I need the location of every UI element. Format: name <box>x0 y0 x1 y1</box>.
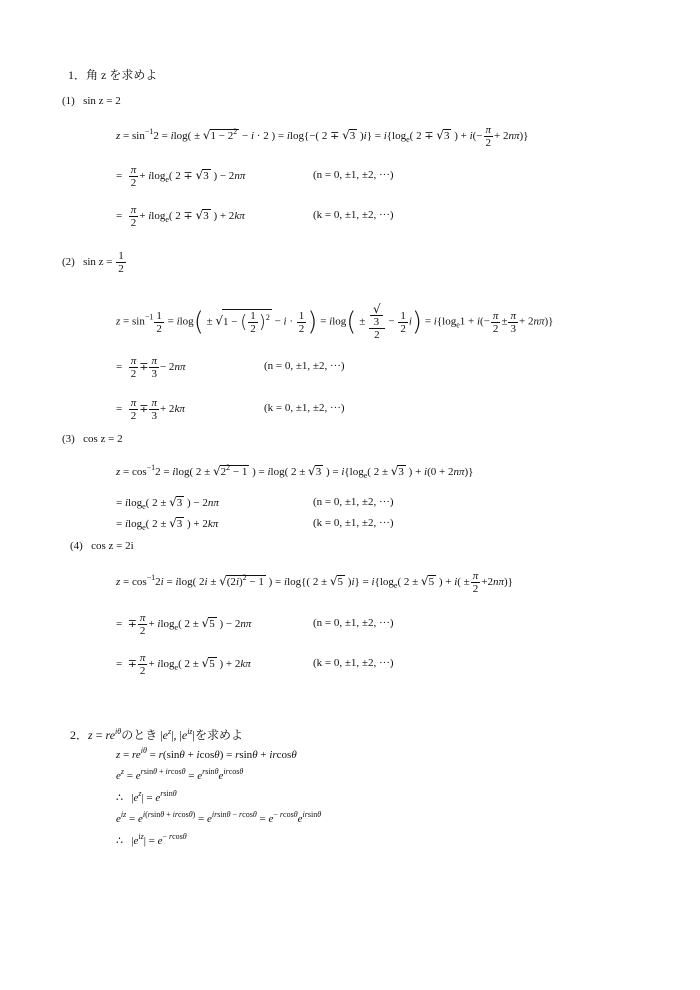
problem-4-statement: cos z = 2i <box>91 540 134 552</box>
problem-1-range-k: (k = 0, ±1, ±2, ···) <box>313 209 394 221</box>
problem-3-range-k: (k = 0, ±1, ±2, ···) <box>313 517 394 529</box>
section-2-line-5: ∴ $|e^{iz}| = e^{- rcos\theta}$ <box>116 832 187 847</box>
problem-1-line-3: = $\frac{\pi}{2}$ + ilog$_e$( 2 ∓ √3 ) + 2kπ <box>116 204 245 229</box>
section-2-line-2: $e^z = e^{rsin\theta + ircos\theta} = e^{rsin\theta}e^{ircos\theta}$ <box>116 767 244 782</box>
problem-4-line-2: = ∓ $\frac{\pi}{2}$ + ilog$_e$( 2 ± √5 ) − 2nπ <box>116 612 252 637</box>
problem-1-line-2: = $\frac{\pi}{2}$ + ilog$_e$( 2 ∓ √3 ) − 2nπ <box>116 164 246 189</box>
problem-2-range-n: (n = 0, ±1, ±2, ···) <box>264 360 345 372</box>
problem-4-range-n: (n = 0, ±1, ±2, ···) <box>313 617 394 629</box>
problem-4-line-3: = ∓ $\frac{\pi}{2}$ + ilog$_e$( 2 ± √5 ) + 2kπ <box>116 652 251 677</box>
problem-2-range-k: (k = 0, ±1, ±2, ···) <box>264 402 345 414</box>
problem-1-statement: sin z = 2 <box>83 95 121 107</box>
section-2-line-3: ∴ $|e^z| = e^{rsin\theta}$ <box>116 789 177 804</box>
problem-4-range-k: (k = 0, ±1, ±2, ···) <box>313 657 394 669</box>
section-1-title: 1．角 z を求めよ <box>68 68 158 82</box>
section-2-line-1: $z = re^{i\theta} = r(\sin\theta + icos\theta) = rsin\theta + ircos\theta$ <box>116 746 297 761</box>
problem-3-line-1: $z = \cos^{-1}2 = ilog$( $2 \pm √2^2 - 1$ ) = ilog( 2 ± √3 ) = $i\{\log_e$( 2 ± √3 ) + i(0 + 2nπ)} <box>116 463 474 480</box>
problem-2-line-1: $z = \sin^{-1}$ $\frac{1}{2}$ = ilog( ± √1 − ( $\frac{1}{2}$ )$^2$ − i · $\frac{1}{2}$ ) = ilog( ± √ 3 2 − $\frac{1}{2}$ $i) = i\{\log_e1 + i(-$ $\frac{\pi}{2}$ ± $\frac{\pi}{3}$ + 2nπ)} <box>116 302 554 341</box>
problem-3-label: (3) cos z = 2 <box>62 433 123 445</box>
section-2-line-4: $e^{iz} = e^{i(rsin\theta + ircos\theta)} = e^{irsin\theta - rcos\theta} = e^{- rcos\theta}e^{irsin\theta}$ <box>116 810 322 825</box>
problem-2-label: (2) sin z = $\frac{1}{2}$ <box>62 250 124 275</box>
problem-2-statement: sin z = <box>83 256 113 269</box>
problem-1-line-1: $z = \sin^{-1}2 = ilog( \pm √1 - 2^2 - i \cdot 2$ ) = ilog{−( 2 ∓ √3 )$i\} = i\{\log_e$( 2 ∓ √3 ) + i(− $\frac{\pi}{2}$ + 2nπ)} <box>116 124 529 149</box>
problem-1-range-n: (n = 0, ±1, ±2, ···) <box>313 169 394 181</box>
problem-4-line-1: $z = \cos^{-1}2i = ilog$( $2i \pm √(2i)^2 - 1$ ) = ilog{( 2 ± √5 )$i\} = i\{\log_e$( 2 ± √5 ) + i( ± $\frac{\pi}{2}$ +2nπ)} <box>116 570 513 595</box>
problem-4-label: (4) cos z = 2i <box>70 540 134 552</box>
section-2-title: 2．$z = re^{i\theta}$のとき $|e^z|$, $|e^{iz}|$を求めよ <box>70 727 243 742</box>
problem-2-line-3: = $\frac{\pi}{2}$ ∓ $\frac{\pi}{3}$ + 2kπ <box>116 397 185 422</box>
problem-3-line-3: = ilog$_e$( 2 ± √3 ) + 2kπ <box>116 516 219 532</box>
problem-2-line-2: = $\frac{\pi}{2}$ ∓ $\frac{\pi}{3}$ − 2nπ <box>116 355 186 380</box>
problem-3-statement: cos z = 2 <box>83 433 123 445</box>
problem-3-line-2: = ilog$_e$( 2 ± √3 ) − 2nπ <box>116 495 219 511</box>
problem-1-label: (1) sin z = 2 <box>62 95 121 107</box>
problem-3-range-n: (n = 0, ±1, ±2, ···) <box>313 496 394 508</box>
